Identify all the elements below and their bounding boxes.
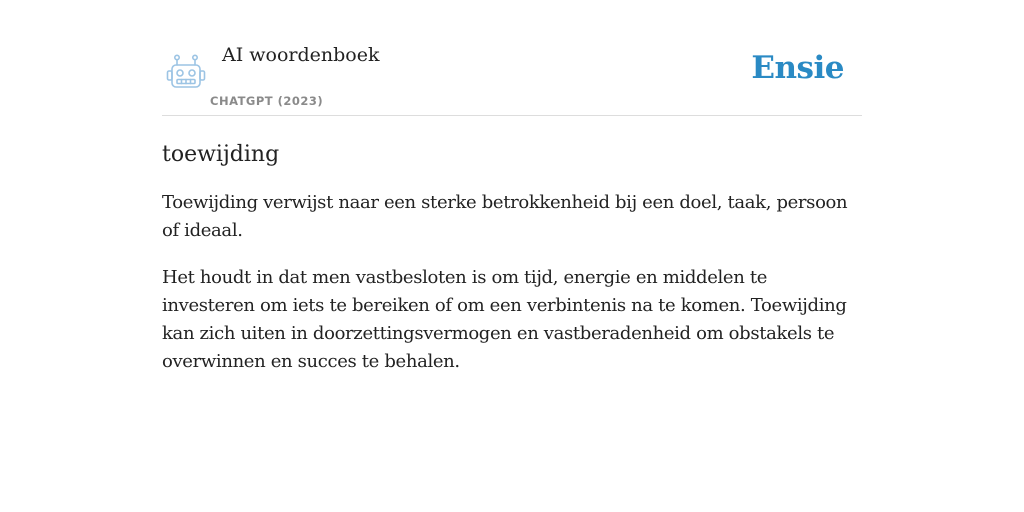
page-content <box>162 0 862 376</box>
site-title: AI woordenboek <box>222 44 380 66</box>
definition-paragraph: Het houdt in dat men vastbesloten is om tijd, energie en middelen te investeren om iets te bereiken of om een verbintenis na te komen. Toewijding kan zich uiten in doorzettingsvermogen en vastberadenheid om obstakels te overwinnen en succes te behalen. <box>162 267 847 372</box>
site-header <box>162 0 862 116</box>
source-label: CHATGPT (2023) <box>210 94 324 108</box>
entry-term: toewijding <box>162 142 280 167</box>
definition-paragraph: Toewijding verwijst naar een sterke betrokkenheid bij een doel, taak, persoon of ideaal. <box>162 192 848 241</box>
ensie-logo-link[interactable]: Ensie <box>751 50 844 86</box>
robot-icon <box>166 52 206 90</box>
